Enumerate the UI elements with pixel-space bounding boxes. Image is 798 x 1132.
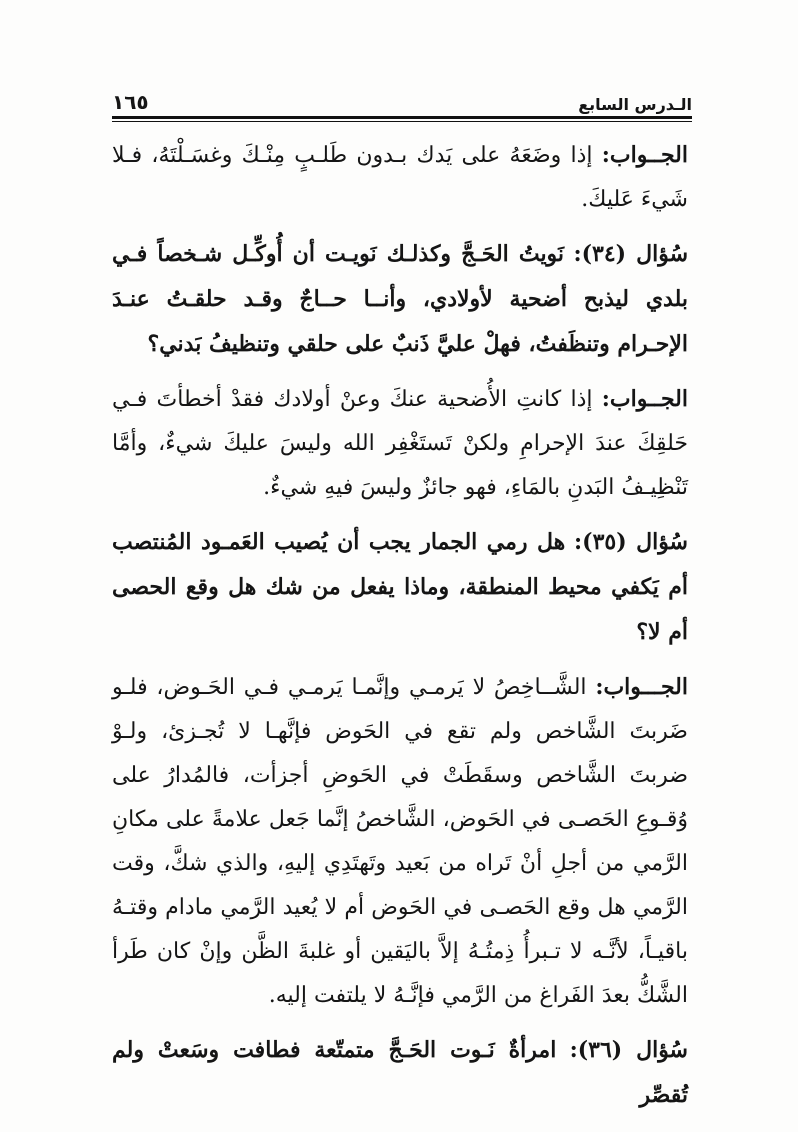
question-paragraph bbox=[112, 1028, 688, 1118]
question-text: نَويتُ الحَـجَّ وكذلـك نَويـت أن أُوكِّـل شـخصاً فـي بلدي ليذبح أضحية لأولادي، وأنــا حــاجٌ وقـد حلقـتُ عنـدَ الإحـرام وتنظَفتُ، فهلْ عليَّ ذَنبٌ على حلقي وتنظيفُ بَدني؟ bbox=[112, 241, 688, 357]
question-text: امرأةٌ نَـوت الحَـجَّ متمتّعة فطافت وسَعتْ ولم تُقصِّر bbox=[112, 1037, 688, 1108]
header-rule-thin bbox=[112, 121, 692, 122]
answer-paragraph bbox=[112, 665, 688, 1018]
answer-text: الشَّــاخِصُ لا يَرمـي وإنَّمـا يَرمـي فـي الحَـوض، فلـو ضَربتَ الشَّاخص ولم تقع في الحَوض فإنَّهـا لا تُجـزئ، ولـوْ ضربتَ الشَّاخص وسقَطَتْ في الحَوضِ أجزأت، فالمُدارُ على وُقـوعِ الحَصـى في الحَوض، الشَّاخصُ إنَّما جَعل علامةً على مكانِ الرَّمي من أجلِ أنْ تَراه من بَعيد وتَهتَدِي إليهِ، والذي شكَّ، وقت الرَّمي هل وقع الحَصـى في الحَوض أم لا يُعيد الرَّمي مادام وقتـهُ باقيـاً، لأنَّـه لا تـبرأُ ذِمتُـهُ إلاَّ باليَقين أو غلبةَ الظَّن وإنْ كان طَرأ الشَّكُّ بعدَ الفَراغ من الرَّمي فإنَّـهُ لا يلتفت إليه. bbox=[112, 675, 688, 1008]
header-rule-thick bbox=[112, 116, 692, 119]
question-label: سُؤال (٣٦): bbox=[569, 1037, 688, 1063]
answer-label: الجــواب: bbox=[601, 386, 688, 412]
question-paragraph bbox=[112, 232, 688, 367]
answer-text: إذا كانتِ الأُضحية عنكَ وعنْ أولادك فقدْ أخطأتَ فـي حَلقِكَ عندَ الإحرامِ ولكنْ تَستَغْفِر الله وليسَ عليكَ شيءٌ، وأمَّا تَنْظِيـفُ البَدنِ بالمَاءِ، فهو جائزٌ وليسَ فيهِ شيءٌ. bbox=[112, 387, 688, 500]
answer-paragraph bbox=[112, 377, 688, 510]
answer-text: إذا وضَعَهُ على يَدك بـدون طَلـبٍ مِنْـكَ وغسَـلْتَهُ، فـلا شَيءَ عَليكَ. bbox=[112, 143, 688, 212]
page-number: ١٦٥ bbox=[112, 90, 149, 114]
answer-label: الجـــواب: bbox=[595, 674, 688, 700]
question-paragraph bbox=[112, 520, 688, 655]
page-body bbox=[112, 133, 688, 1128]
question-label: سُؤال (٣٥): bbox=[574, 529, 688, 555]
question-label: سُؤال (٣٤): bbox=[573, 241, 689, 267]
answer-paragraph bbox=[112, 133, 688, 222]
page-header bbox=[112, 86, 692, 114]
chapter-title: الـدرس السابع bbox=[578, 95, 692, 114]
question-text: هل رمي الجمار يجب أن يُصيب العَمـود المُنتصب أم يَكفي محيط المنطقة، وماذا يفعل من شك هل وقع الحصى أم لا؟ bbox=[112, 529, 688, 645]
answer-label: الجــواب: bbox=[601, 142, 688, 168]
